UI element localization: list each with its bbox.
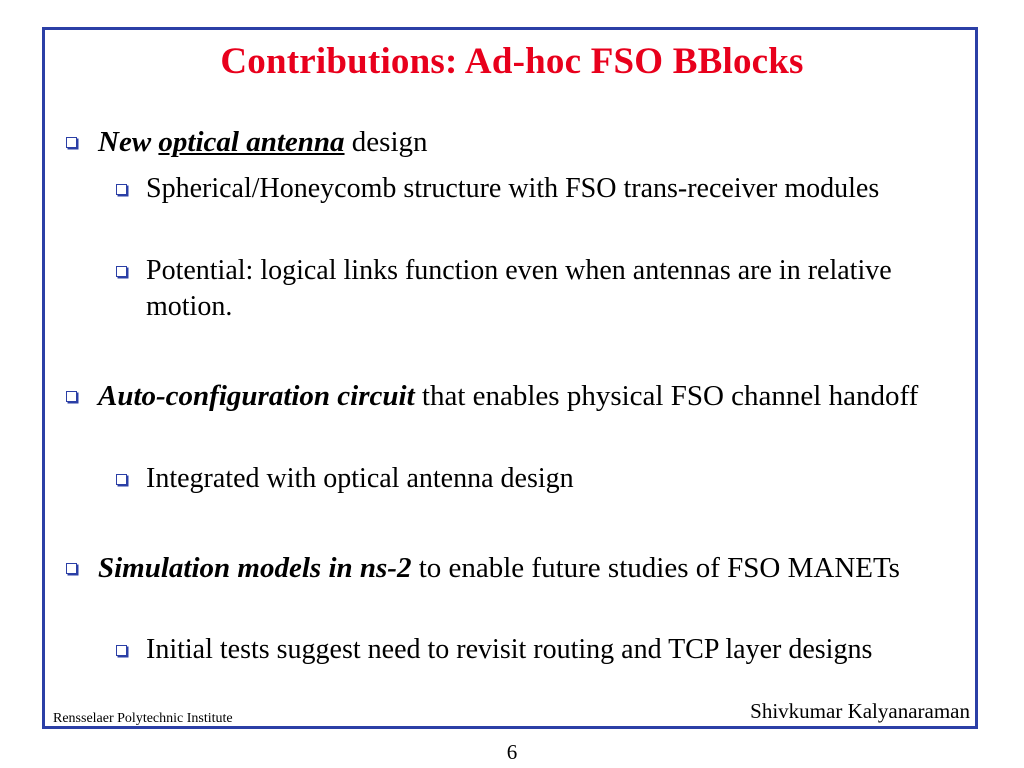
square-bullet-icon	[116, 645, 127, 656]
sub-bullet-text: Potential: logical links function even when antennas are in relative motion.	[146, 255, 892, 322]
bullet-text: that enables physical FSO channel handoff	[414, 380, 919, 412]
bullet-text: to enable future studies of FSO MANETs	[411, 552, 900, 584]
footer-institution: Rensselaer Polytechnic Institute	[53, 711, 233, 726]
sub-bullet-item	[146, 171, 961, 207]
sub-bullet-text: Spherical/Honeycomb structure with FSO trans-receiver modules	[146, 173, 880, 204]
slide-title: Contributions: Ad-hoc FSO BBlocks	[220, 41, 804, 82]
sub-bullet-item	[146, 253, 961, 325]
sub-bullet-text: Integrated with optical antenna design	[146, 463, 574, 494]
square-bullet-icon	[116, 474, 127, 485]
bullet-item	[98, 124, 968, 161]
square-bullet-icon	[66, 391, 77, 402]
square-bullet-icon	[116, 184, 127, 195]
bullet-emphasis: Simulation models in ns-2	[98, 552, 412, 584]
square-bullet-icon	[116, 266, 127, 277]
bullet-emphasis-underlined: optical antenna	[158, 126, 345, 158]
square-bullet-icon	[66, 563, 77, 574]
sub-bullet-text: Initial tests suggest need to revisit routing and TCP layer designs	[146, 634, 873, 665]
page-number: 6	[506, 740, 518, 764]
bullet-item	[98, 550, 968, 587]
sub-bullet-item	[146, 632, 961, 668]
square-bullet-icon	[66, 137, 77, 148]
sub-bullet-item	[146, 461, 961, 497]
footer-author: Shivkumar Kalyanaraman	[750, 699, 970, 723]
bullet-item	[98, 378, 968, 415]
bullet-emphasis: New	[98, 126, 159, 158]
bullet-text: design	[344, 126, 428, 158]
bullet-emphasis: Auto-configuration circuit	[98, 380, 415, 412]
